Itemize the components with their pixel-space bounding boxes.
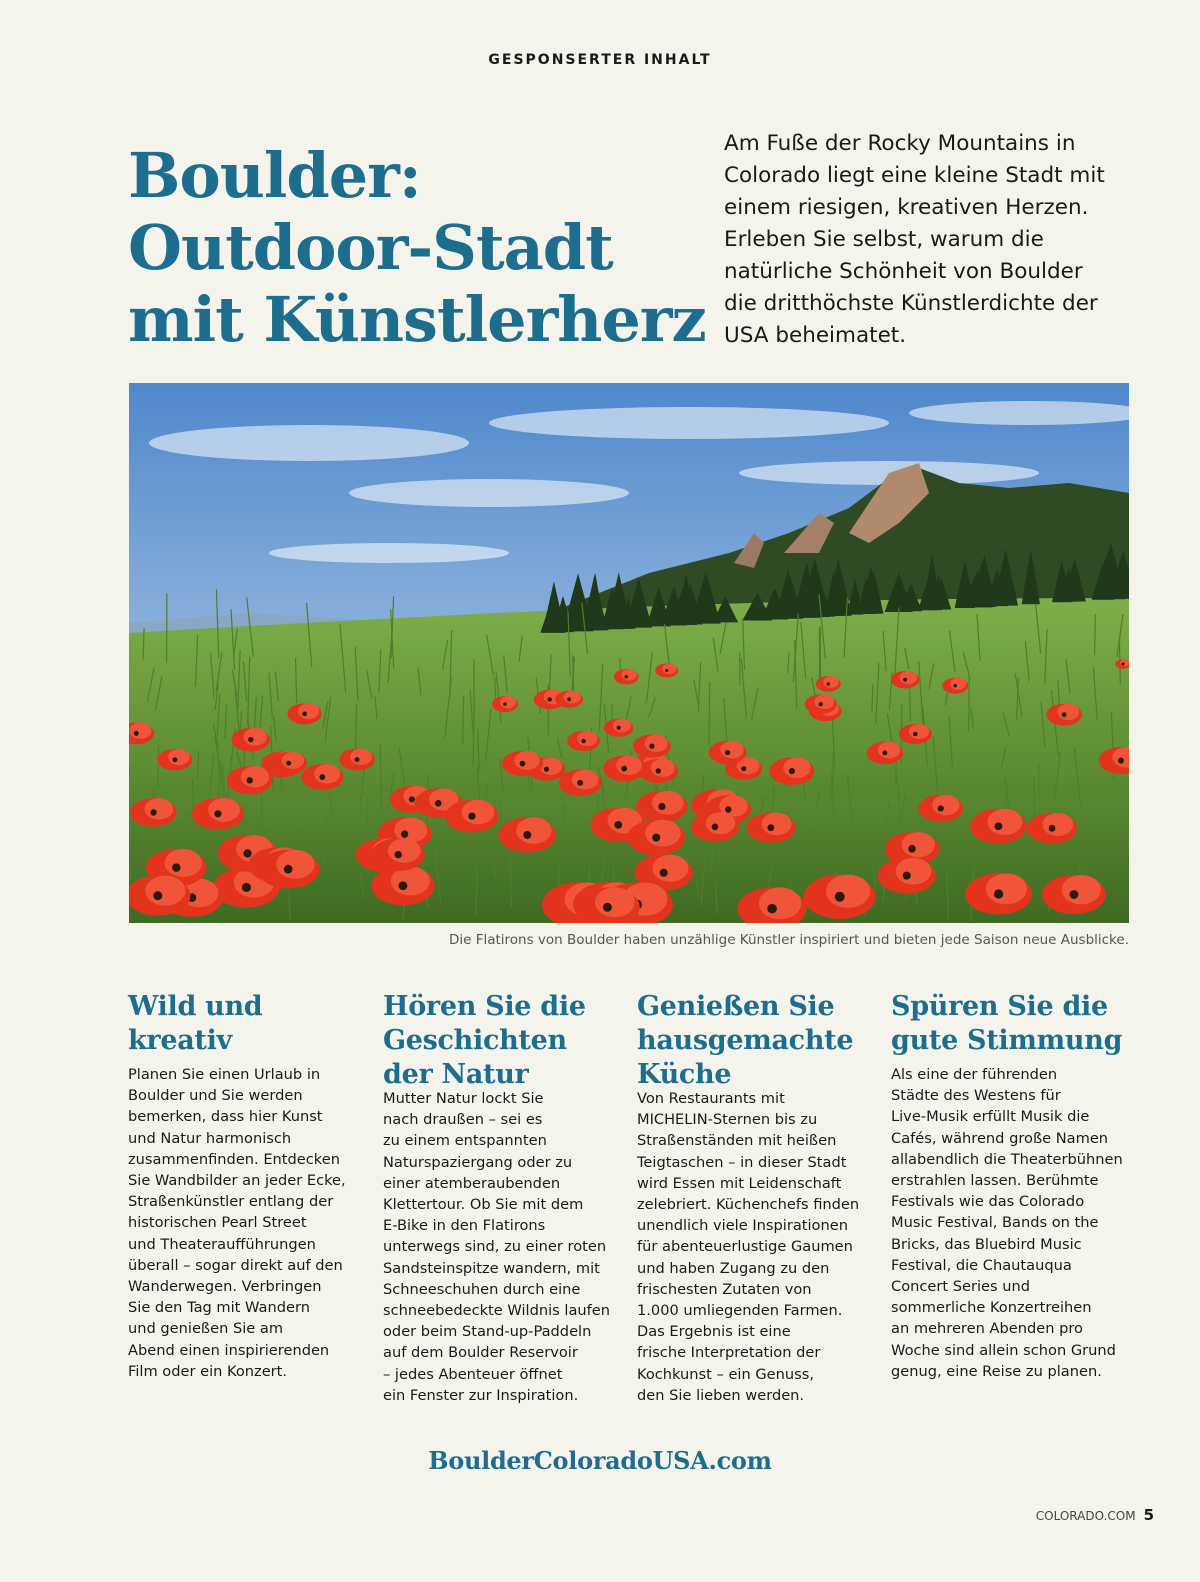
heading-line: Küche bbox=[637, 1059, 732, 1090]
heading-line: Hören Sie die bbox=[383, 991, 586, 1022]
intro-line: USA beheimatet. bbox=[724, 323, 907, 348]
title-line: Outdoor-Stadt bbox=[128, 211, 613, 284]
body-line: allabendlich die Theaterbühnen bbox=[891, 1150, 1123, 1168]
column-hausgemachte-kueche bbox=[637, 990, 877, 1406]
body-line: den Sie lieben werden. bbox=[637, 1386, 805, 1404]
body-line: Als eine der führenden bbox=[891, 1066, 1058, 1083]
heading-line: hausgemachte bbox=[637, 1025, 854, 1056]
body-line: wird Essen mit Leidenschaft bbox=[637, 1174, 842, 1192]
poppy-flower bbox=[445, 800, 498, 833]
poppy-flower bbox=[805, 694, 837, 714]
body-line: Sie Wandbilder an jeder Ecke, bbox=[128, 1172, 346, 1190]
poppy-flower bbox=[709, 741, 747, 764]
intro-line: die dritthöchste Künstlerdichte der bbox=[724, 291, 1098, 316]
poppy-flower bbox=[192, 798, 244, 830]
poppy-flower bbox=[604, 719, 633, 737]
poppy-flower bbox=[691, 812, 739, 842]
poppy-flower bbox=[499, 817, 557, 852]
heading-line: gute Stimmung bbox=[891, 1025, 1123, 1056]
poppy-flower bbox=[878, 858, 936, 894]
body-line: 1.000 umliegenden Farmen. bbox=[637, 1302, 843, 1320]
body-line: Klettertour. Ob Sie mit dem bbox=[383, 1196, 584, 1214]
intro-line: natürliche Schönheit von Boulder bbox=[724, 259, 1083, 284]
heading-line: Wild und bbox=[128, 991, 263, 1022]
intro-line: Erleben Sie selbst, warum die bbox=[724, 227, 1044, 252]
heading-line: Geschichten bbox=[383, 1025, 567, 1056]
poppy-flower bbox=[603, 756, 645, 782]
body-line: MICHELIN-Sternen bis zu bbox=[637, 1111, 818, 1129]
body-line: Naturspaziergang oder zu bbox=[383, 1153, 573, 1171]
body-line: Von Restaurants mit bbox=[637, 1090, 785, 1107]
body-line: und genießen Sie am bbox=[128, 1320, 284, 1338]
poppy-flower bbox=[372, 838, 425, 871]
body-line: schneebedeckte Wildnis laufen bbox=[383, 1302, 611, 1320]
footer-site: COLORADO.COM bbox=[1035, 1509, 1136, 1523]
intro-paragraph bbox=[724, 128, 1144, 352]
body-line: oder beim Stand-up-Paddeln bbox=[383, 1323, 592, 1341]
page-number: 5 bbox=[1143, 1506, 1154, 1524]
body-line: Sie den Tag mit Wandern bbox=[128, 1299, 310, 1317]
poppy-flower bbox=[769, 757, 814, 785]
article-title bbox=[128, 139, 706, 356]
body-line: und haben Zugang zu den bbox=[637, 1259, 830, 1277]
poppy-flower bbox=[157, 749, 192, 771]
body-line: Das Ergebnis ist eine bbox=[637, 1323, 791, 1341]
page-footer bbox=[1036, 1506, 1154, 1524]
column-gute-stimmung bbox=[891, 990, 1131, 1382]
body-line: Bricks, das Bluebird Music bbox=[891, 1235, 1082, 1253]
body-line: Teigtaschen – in dieser Stadt bbox=[637, 1153, 847, 1171]
poppy-flower bbox=[257, 850, 320, 888]
poppy-flower bbox=[636, 791, 688, 823]
body-line: Abend einen inspirierenden bbox=[128, 1341, 330, 1359]
body-line: Städte des Westens für bbox=[891, 1087, 1061, 1105]
body-line: erstrahlen lassen. Berühmte bbox=[891, 1172, 1099, 1190]
body-line: an mehreren Abenden pro bbox=[891, 1320, 1083, 1338]
body-line: – jedes Abenteuer öffnet bbox=[383, 1365, 563, 1383]
body-line: Schneeschuhen durch eine bbox=[383, 1280, 581, 1298]
intro-line: Am Fuße der Rocky Mountains in bbox=[724, 131, 1076, 156]
body-line: Music Festival, Bands on the bbox=[891, 1214, 1099, 1232]
poppy-flower bbox=[555, 691, 583, 708]
body-line: bemerken, dass hier Kunst bbox=[128, 1108, 323, 1126]
grass-blade bbox=[190, 810, 191, 853]
body-line: Cafés, während große Namen bbox=[891, 1129, 1109, 1147]
intro-line: einem riesigen, kreativen Herzen. bbox=[724, 195, 1089, 220]
poppy-flower bbox=[746, 813, 795, 843]
poppy-flower bbox=[371, 866, 434, 905]
body-line: einer atemberaubenden bbox=[383, 1174, 561, 1192]
sponsor-label: GESPONSERTER INHALT bbox=[488, 52, 712, 68]
poppy-flower bbox=[502, 751, 543, 776]
body-line: sommerliche Konzertreihen bbox=[891, 1299, 1092, 1317]
body-line: unterwegs sind, zu einer roten bbox=[383, 1238, 607, 1256]
body-line: frische Interpretation der bbox=[637, 1344, 821, 1362]
poppy-flower bbox=[339, 749, 375, 771]
body-line: unendlich viele Inspirationen bbox=[637, 1217, 848, 1235]
title-line: mit Künstlerherz bbox=[128, 283, 706, 356]
body-line: Concert Series und bbox=[891, 1278, 1031, 1296]
poppy-flower bbox=[965, 873, 1032, 914]
poppy-flower bbox=[227, 766, 273, 794]
heading-line: kreativ bbox=[128, 1025, 232, 1056]
body-line: überall – sogar direkt auf den bbox=[128, 1256, 343, 1274]
heading-line: der Natur bbox=[383, 1059, 529, 1090]
poppy-flower bbox=[232, 728, 270, 752]
poppy-flower bbox=[301, 764, 343, 790]
poppy-flower bbox=[804, 875, 876, 919]
intro-line: Colorado liegt eine kleine Stadt mit bbox=[724, 163, 1105, 188]
column-body bbox=[383, 1088, 623, 1406]
heading-line: Spüren Sie die bbox=[891, 991, 1108, 1022]
body-line: auf dem Boulder Reservoir bbox=[383, 1344, 578, 1362]
website-link[interactable]: BoulderColoradoUSA.com bbox=[428, 1446, 772, 1475]
body-line: Sandsteinspitze wandern, mit bbox=[383, 1259, 600, 1277]
flatirons-poppy-photo bbox=[129, 383, 1129, 923]
body-line: Festivals wie das Colorado bbox=[891, 1193, 1085, 1211]
poppy-flower bbox=[899, 724, 932, 744]
column-heading bbox=[637, 990, 877, 1092]
column-geschichten-natur bbox=[383, 990, 623, 1406]
poppy-flower bbox=[627, 820, 685, 856]
poppy-flower bbox=[287, 703, 321, 724]
body-line: genug, eine Reise zu planen. bbox=[891, 1362, 1102, 1380]
column-body bbox=[128, 1064, 368, 1382]
body-line: und Natur harmonisch bbox=[128, 1129, 292, 1147]
poppy-flower bbox=[614, 669, 639, 684]
body-line: Woche sind allein schon Grund bbox=[891, 1341, 1116, 1359]
grass-blade bbox=[1095, 614, 1096, 655]
body-line: Film oder ein Konzert. bbox=[128, 1362, 288, 1380]
poppy-flower bbox=[891, 671, 919, 689]
body-line: Boulder und Sie werden bbox=[128, 1087, 303, 1105]
poppy-flower bbox=[633, 735, 671, 758]
poppy-flower bbox=[970, 809, 1027, 844]
poppy-flower bbox=[492, 696, 518, 712]
column-body bbox=[637, 1088, 877, 1406]
poppy-flower bbox=[1042, 875, 1106, 914]
photo-illustration bbox=[129, 383, 1129, 923]
body-line: für abenteuerlustige Gaumen bbox=[637, 1238, 853, 1256]
grass-blade bbox=[969, 677, 970, 732]
body-line: zu einem entspannten bbox=[383, 1132, 547, 1150]
poppy-flower bbox=[918, 795, 963, 823]
column-heading bbox=[891, 990, 1131, 1058]
body-line: E-Bike in den Flatirons bbox=[383, 1217, 546, 1235]
body-line: Straßenständen mit heißen bbox=[637, 1132, 837, 1150]
grass-blade bbox=[158, 745, 159, 787]
heading-line: Genießen Sie bbox=[637, 991, 835, 1022]
column-wild-kreativ bbox=[128, 990, 368, 1382]
body-line: Planen Sie einen Urlaub in bbox=[128, 1066, 321, 1083]
poppy-flower bbox=[655, 663, 678, 677]
body-line: Mutter Natur lockt Sie bbox=[383, 1090, 544, 1107]
body-line: Wanderwegen. Verbringen bbox=[128, 1278, 322, 1296]
body-line: historischen Pearl Street bbox=[128, 1214, 307, 1232]
body-line: Straßenkünstler entlang der bbox=[128, 1193, 334, 1211]
poppy-flower bbox=[1027, 813, 1077, 844]
photo-caption: Die Flatirons von Boulder haben unzählige Künstler inspiriert und bieten jede Saison neue Ausblicke. bbox=[448, 932, 1129, 948]
poppy-flower bbox=[130, 798, 176, 827]
poppy-flower bbox=[270, 752, 307, 775]
body-line: Live-Musik erfüllt Musik die bbox=[891, 1108, 1090, 1126]
poppy-flower bbox=[867, 742, 904, 765]
grass-blade bbox=[330, 824, 331, 849]
title-line: Boulder: bbox=[128, 139, 421, 212]
poppy-flower bbox=[816, 676, 841, 691]
poppy-flower bbox=[1046, 704, 1081, 726]
body-line: Festival, die Chautauqua bbox=[891, 1256, 1072, 1274]
body-line: ein Fenster zur Inspiration. bbox=[383, 1386, 579, 1404]
body-line: zusammenfinden. Entdecken bbox=[128, 1150, 340, 1168]
poppy-flower bbox=[942, 678, 968, 694]
body-line: nach draußen – sei es bbox=[383, 1111, 543, 1129]
body-line: zelebriert. Küchenchefs finden bbox=[637, 1196, 860, 1214]
poppy-flower bbox=[567, 731, 600, 751]
body-line: Kochkunst – ein Genuss, bbox=[637, 1365, 814, 1383]
body-line: und Theateraufführungen bbox=[128, 1235, 316, 1253]
column-heading bbox=[383, 990, 623, 1092]
poppy-flower bbox=[559, 770, 602, 796]
column-body bbox=[891, 1064, 1131, 1382]
column-heading bbox=[128, 990, 368, 1058]
body-line: frischesten Zutaten von bbox=[637, 1280, 812, 1298]
